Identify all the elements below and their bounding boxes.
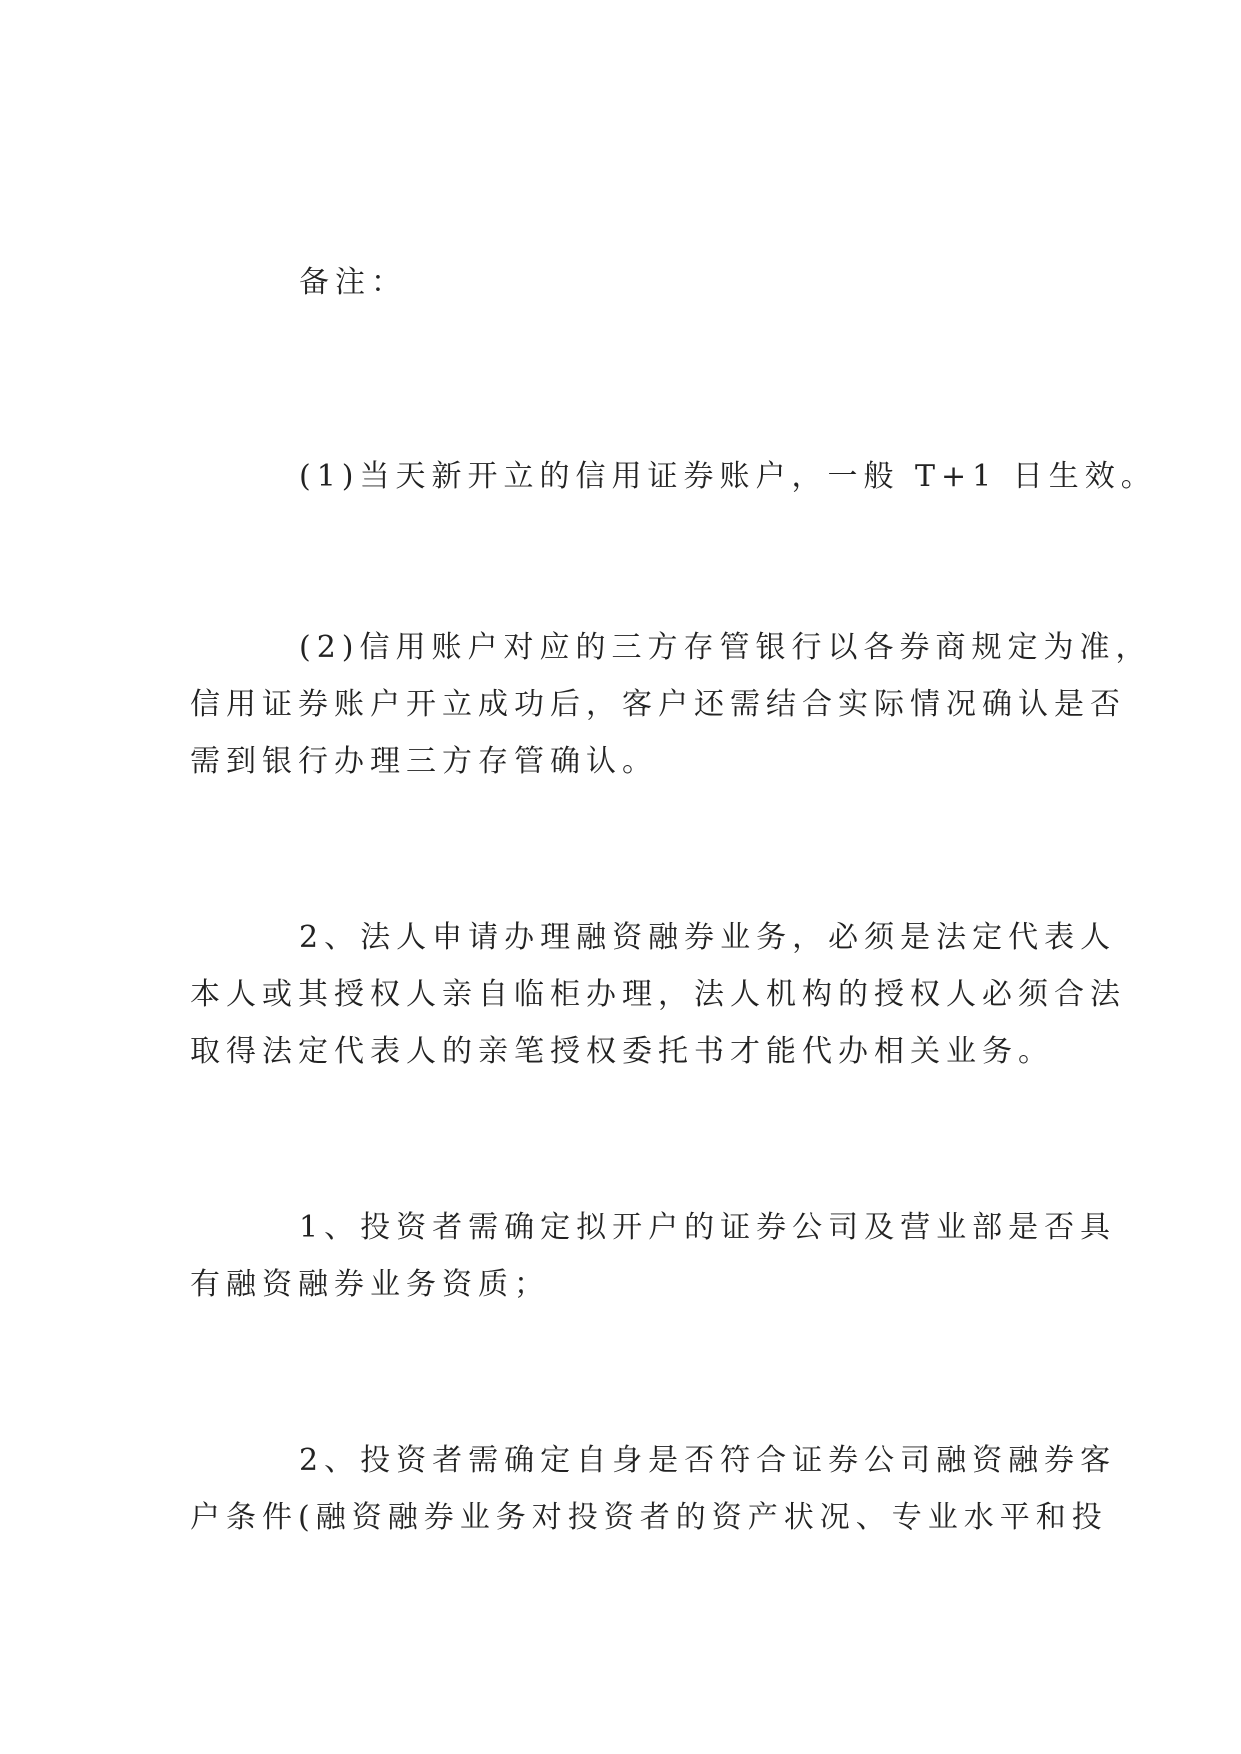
- note-2-line-3: 需到银行办理三方存管确认。: [190, 744, 658, 779]
- note-2-line-1: (2)信用账户对应的三方存管银行以各券商规定为准，: [299, 630, 1152, 665]
- investor-2-line-2: 户条件(融资融券业务对投资者的资产状况、专业水平和投: [190, 1500, 1108, 1535]
- investor-1-line-1: 1、投资者需确定拟开户的证券公司及营业部是否具: [299, 1210, 1117, 1245]
- legal-person-line-3: 取得法定代表人的亲笔授权委托书才能代办相关业务。: [190, 1034, 1054, 1069]
- note-1-line-1: (1)当天新开立的信用证券账户，一般 T+1 日生效。: [299, 459, 1157, 494]
- legal-person-line-2: 本人或其授权人亲自临柜办理，法人机构的授权人必须合法: [190, 977, 1126, 1012]
- legal-person-line-1: 2、法人申请办理融资融券业务，必须是法定代表人: [299, 920, 1117, 955]
- investor-2-line-1: 2、投资者需确定自身是否符合证券公司融资融券客: [299, 1443, 1117, 1478]
- note-2-line-2: 信用证券账户开立成功后，客户还需结合实际情况确认是否: [190, 687, 1126, 722]
- note-heading: 备注：: [299, 265, 407, 300]
- investor-1-line-2: 有融资融券业务资质；: [190, 1267, 550, 1302]
